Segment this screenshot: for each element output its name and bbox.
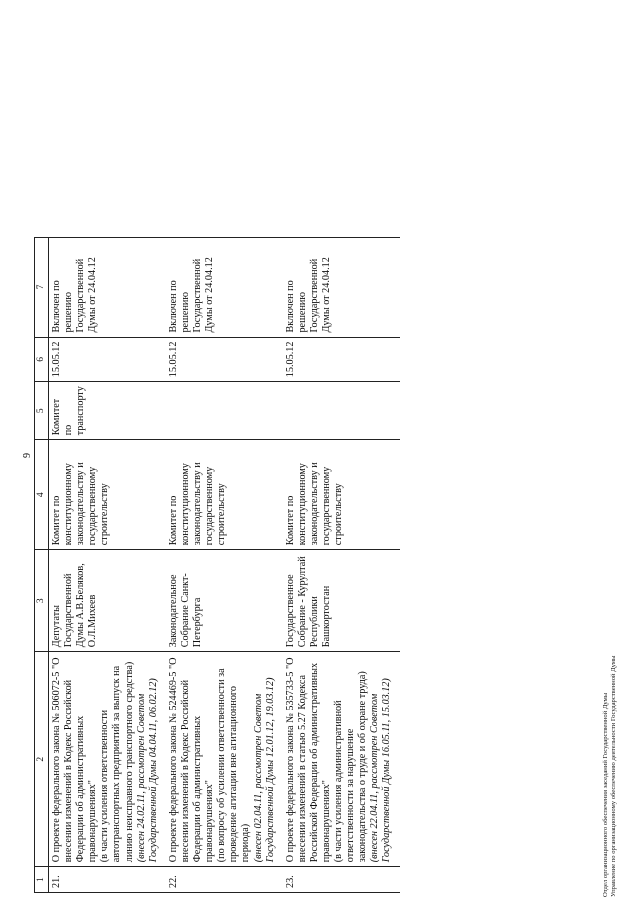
bill-title: О проекте федерального закона № 506072-5 "О внесении изменений в Кодекс Российской Федерации об административных правонарушениях" [51,657,99,863]
column-header-row [35,237,49,892]
responsible-committee: Комитет по конституционному законодательству и государственному строительству [166,440,283,550]
review-date: 15.05.12 [283,337,400,382]
table-row [283,237,400,892]
bill-description [166,652,283,867]
footer-directorate: Управление по организационному обеспечению деятельности Государственной Думы [610,655,617,897]
bill-scope: (в части усиления ответственности автотранспортных предприятий за выпуск на линию неисправного транспортного средства) [99,661,135,863]
table-row [49,237,166,892]
review-date: 15.05.12 [166,337,283,382]
bill-title: О проекте федерального закона № 524469-5 "О внесении изменений в Кодекс Российской Федерации об административных правонарушениях" [167,657,216,863]
bill-author: Государственное Собрание - Курултай Республики Башкортостан [283,550,400,652]
column-header: 4 [35,440,49,550]
bill-scope: (по вопросу об усилении ответственности за проведение агитации вне агитационного периода) [216,668,252,863]
column-header: 1 [35,867,49,893]
responsible-committee: Комитет по конституционному законодательству и государственному строительству [283,440,400,550]
footer-department: Отдел организационного обеспечения заседаний Государственной Думы [602,692,609,897]
bill-description [283,652,400,867]
bill-history: (внесен 22.04.11, рассмотрен Советом Государственной Думы 16.05.11, 15.03.12) [369,678,393,863]
column-header: 7 [35,237,49,337]
table-row [166,237,283,892]
column-header: 6 [35,337,49,382]
bill-history: (внесен 24.02.11, рассмотрен Советом Государственной Думы 04.04.11, 06.02.12) [135,678,159,863]
inclusion-status: Включен по решению Государственной Думы от 24.04.12 [49,237,166,337]
footer [602,656,618,898]
responsible-committee: Комитет по конституционному законодательству и государственному строительству [49,440,166,550]
inclusion-status: Включен по решению Государственной Думы от 24.04.12 [283,237,400,337]
bill-description [49,652,166,867]
column-header: 5 [35,382,49,440]
row-number: 22. [166,867,283,893]
row-number: 23. [283,867,400,893]
agenda-table [34,237,400,893]
bill-scope: (в части усиления административной ответственности за нарушение законодательства о труде и об охране труда) [333,671,369,863]
bill-title: О проекте федерального закона № 535733-5 "О внесении изменений в статью 5.27 Кодекса Российской Федерации об административных правонарушениях" [284,657,332,863]
bill-author: Законодательное Собрание Санкт-Петербурга [166,550,283,652]
co-committee: Комитет по транспорту [49,382,166,440]
column-header: 3 [35,550,49,652]
bill-history: (внесен 02.04.11, рассмотрен Советом Государственной Думы 12.01.12, 19.03.12) [252,677,276,863]
co-committee [166,382,283,440]
inclusion-status: Включен по решению Государственной Думы от 24.04.12 [166,237,283,337]
page-number: 9 [22,453,33,458]
review-date: 15.05.12 [49,337,166,382]
co-committee [283,382,400,440]
row-number: 21. [49,867,166,893]
column-header: 2 [35,652,49,867]
bill-author: Депутаты Государственной Думы А.В.Беляков, О.Л.Михеев [49,550,166,652]
